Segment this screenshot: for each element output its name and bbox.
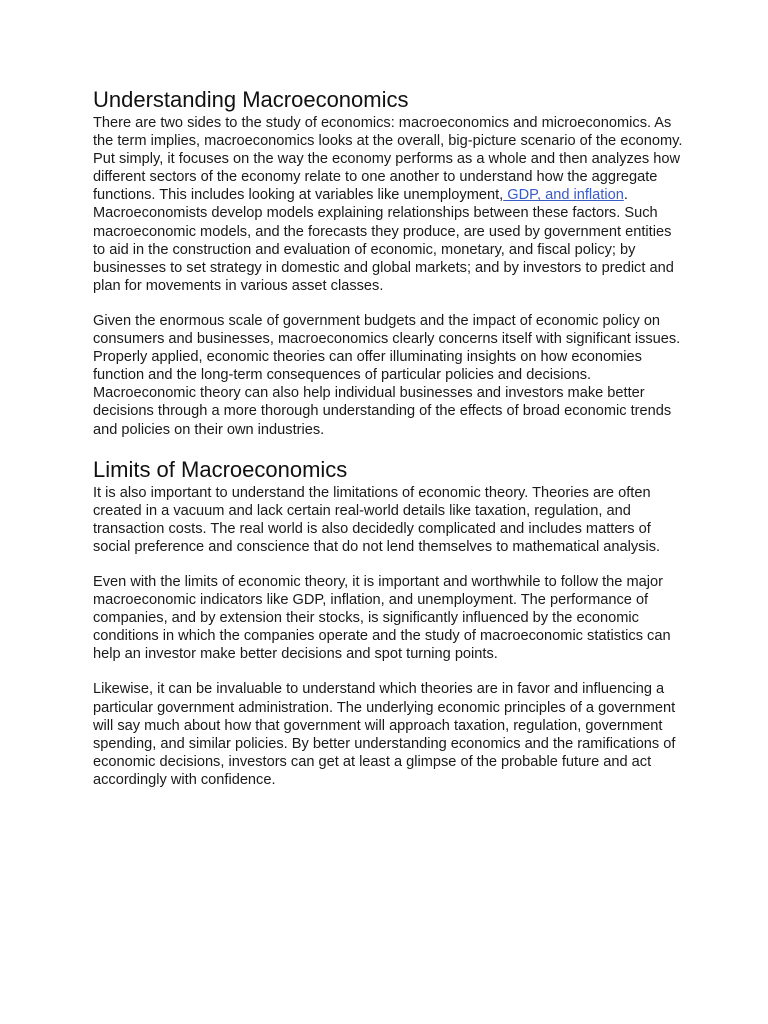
paragraph-text: . Macroeconomists develop models explaining relationships between these factors. Such macroeconomic models, and the forecasts they produce, are used by government entities to aid in the construction and evaluation of economic, monetary, and fiscal policy; by businesses to set strategy in domestic and global markets; and by investors to predict and plan for movements in various asset classes. (93, 187, 674, 294)
document-page (93, 86, 683, 806)
paragraph: Given the enormous scale of government budgets and the impact of economic policy on consumers and businesses, macroeconomics clearly concerns itself with significant issues. Properly applied, economic theories can offer illuminating insights on how economies function and the long-term consequences of particular policies and decisions. Macroeconomic theory can also help individual businesses and investors make better decisions through a more thorough understanding of the effects of broad economic trends and policies on their own industries. (93, 312, 681, 438)
section-heading: Understanding Macroeconomics (93, 87, 409, 112)
section-understanding-macroeconomics (93, 86, 683, 439)
paragraph: It is also important to understand the limitations of economic theory. Theories are often created in a vacuum and lack certain real-world details like taxation, regulation, and transaction costs. The real world is also decidedly complicated and includes matters of social preference and conscience that do not lend themselves to mathematical analysis. (93, 484, 661, 555)
section-limits-of-macroeconomics (93, 456, 683, 789)
paragraph: Even with the limits of economic theory, it is important and worthwhile to follow the major macroeconomic indicators like GDP, inflation, and unemployment. The performance of companies, and by extension their stocks, is significantly influenced by the economic conditions in which the companies operate and the study of macroeconomic statistics can help an investor make better decisions and spot turning points. (93, 573, 671, 663)
paragraph: Likewise, it can be invaluable to understand which theories are in favor and influencing a particular government administration. The underlying economic principles of a government will say much about how that government will approach taxation, regulation, government spending, and similar policies. By better understanding economics and the ramifications of economic decisions, investors can get at least a glimpse of the probable future and act accordingly with confidence. (93, 681, 676, 788)
paragraph (93, 114, 683, 295)
paragraph-text: There are two sides to the study of economics: macroeconomics and microeconomics. As the term implies, macroeconomics looks at the overall, big-picture scenario of the economy. Put simply, it focuses on the way the economy performs as a whole and then analyzes how different sectors of the economy relate to one another to understand how the aggregate functions. This includes looking at variables like unemployment, (93, 115, 683, 204)
section-heading: Limits of Macroeconomics (93, 456, 348, 482)
gdp-inflation-link[interactable]: GDP, and inflation (503, 187, 624, 204)
